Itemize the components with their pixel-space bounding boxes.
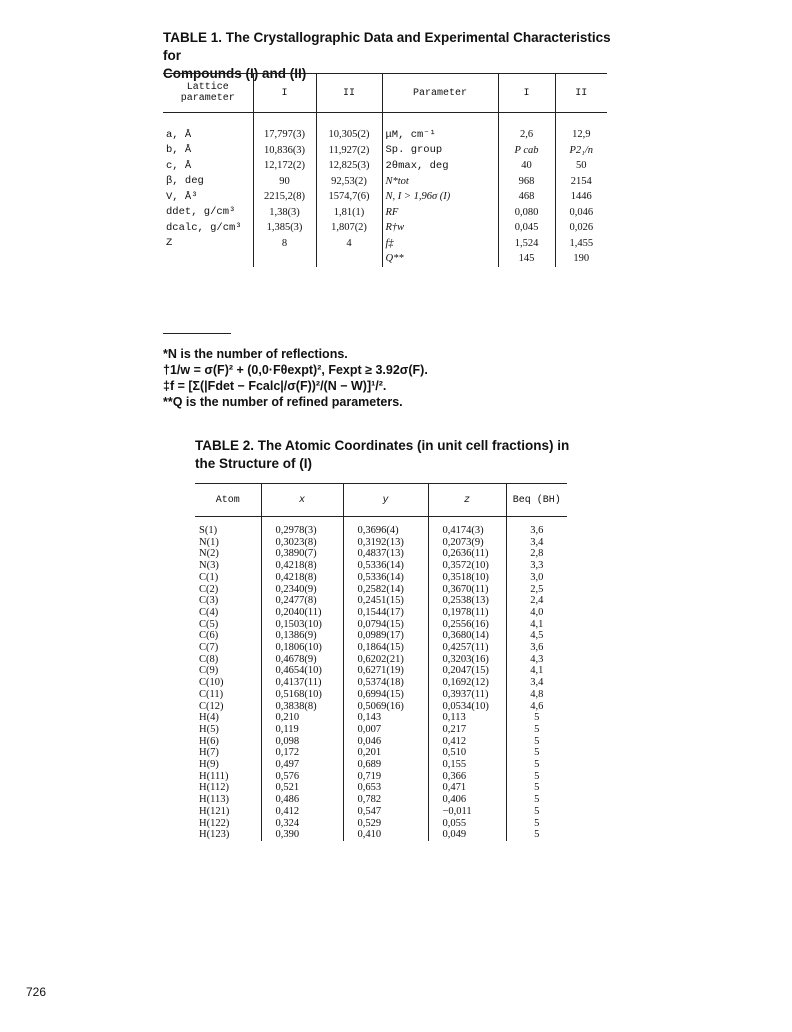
b-eq: 4,0 bbox=[506, 607, 567, 619]
param-value-i: P cab bbox=[498, 143, 555, 159]
table-row bbox=[163, 143, 607, 159]
x-coordinate: 0,4218(8) bbox=[261, 572, 343, 584]
parameter: Sp. group bbox=[382, 143, 498, 159]
z-coordinate: 0,049 bbox=[428, 829, 506, 841]
table2-header-z: z bbox=[428, 484, 506, 517]
table-row bbox=[163, 205, 607, 221]
y-coordinate: 0,689 bbox=[343, 759, 428, 771]
footnote-refined-parameters: **Q is the number of refined parameters. bbox=[163, 395, 403, 409]
param-value-ii: 0,026 bbox=[555, 220, 607, 236]
param-value-i: 2,6 bbox=[498, 127, 555, 143]
atom: C(6) bbox=[199, 630, 219, 642]
table-row bbox=[195, 829, 567, 841]
z-coordinate: 0,2047(15) bbox=[428, 665, 506, 677]
z-coordinate: 0,3203(16) bbox=[428, 654, 506, 666]
b-eq: 4,5 bbox=[506, 630, 567, 642]
param-value-ii: 190 bbox=[555, 251, 607, 267]
x-coordinate: 0,098 bbox=[261, 736, 343, 748]
param-value-i: 0,045 bbox=[498, 220, 555, 236]
table-row bbox=[195, 630, 567, 642]
y-coordinate: 0,6202(21) bbox=[343, 654, 428, 666]
y-coordinate: 0,653 bbox=[343, 782, 428, 794]
table-row bbox=[195, 747, 567, 759]
y-coordinate: 0,3192(13) bbox=[343, 537, 428, 549]
parameter: μM, cm⁻¹ bbox=[382, 127, 498, 143]
lattice-parameter: dcalc, g/cm³ bbox=[166, 221, 242, 234]
table2 bbox=[195, 484, 567, 841]
value-i bbox=[253, 251, 316, 267]
table1-header-i: I bbox=[253, 74, 316, 113]
y-coordinate: 0,143 bbox=[343, 712, 428, 724]
y-coordinate: 0,1544(17) bbox=[343, 607, 428, 619]
z-coordinate: 0,4174(3) bbox=[428, 525, 506, 537]
atom: C(11) bbox=[199, 688, 224, 700]
param-value-i: 968 bbox=[498, 174, 555, 190]
table-row bbox=[195, 560, 567, 572]
z-coordinate: 0,3670(11) bbox=[428, 584, 506, 596]
x-coordinate: 0,3890(7) bbox=[261, 548, 343, 560]
b-eq: 5 bbox=[506, 747, 567, 759]
x-coordinate: 0,497 bbox=[261, 759, 343, 771]
table2-header-beq: Beq (BH) bbox=[506, 484, 567, 517]
y-coordinate: 0,3696(4) bbox=[343, 525, 428, 537]
z-coordinate: 0,217 bbox=[428, 724, 506, 736]
table2-caption bbox=[195, 437, 615, 473]
table-row bbox=[163, 189, 607, 205]
parameter: f‡ bbox=[382, 236, 498, 252]
value-i: 2215,2(8) bbox=[253, 189, 316, 205]
b-eq: 4,3 bbox=[506, 654, 567, 666]
lattice-parameter: c, Å bbox=[166, 159, 192, 172]
z-coordinate: 0,3680(14) bbox=[428, 630, 506, 642]
z-coordinate: 0,2636(11) bbox=[428, 548, 506, 560]
atom: N(2) bbox=[199, 548, 219, 560]
table1-header-i2: I bbox=[498, 74, 555, 113]
value-ii: 1574,7(6) bbox=[316, 189, 382, 205]
table-row bbox=[195, 572, 567, 584]
value-ii bbox=[316, 251, 382, 267]
b-eq: 4,8 bbox=[506, 689, 567, 701]
value-ii: 10,305(2) bbox=[316, 127, 382, 143]
footnote-weight: †1/w = σ(F)² + (0,0·Fθexpt)², Fexpt ≥ 3.92σ(F). bbox=[163, 363, 428, 377]
atom: C(9) bbox=[199, 665, 219, 677]
x-coordinate: 0,1503(10) bbox=[261, 619, 343, 631]
atom: C(2) bbox=[199, 583, 219, 595]
value-i: 1,38(3) bbox=[253, 205, 316, 221]
footnote-goodness-of-fit: ‡f = [Σ(|Fdet − Fcalc|/σ(F))²/(N − W)]¹/². bbox=[163, 379, 387, 393]
x-coordinate: 0,2340(9) bbox=[261, 584, 343, 596]
param-value-ii: 1446 bbox=[555, 189, 607, 205]
x-coordinate: 0,2978(3) bbox=[261, 525, 343, 537]
y-coordinate: 0,2451(15) bbox=[343, 595, 428, 607]
param-value-i: 145 bbox=[498, 251, 555, 267]
table-row bbox=[195, 537, 567, 549]
b-eq: 3,4 bbox=[506, 537, 567, 549]
table-row bbox=[163, 236, 607, 252]
x-coordinate: 0,172 bbox=[261, 747, 343, 759]
lattice-parameter: β, deg bbox=[166, 175, 204, 188]
y-coordinate: 0,719 bbox=[343, 771, 428, 783]
table-row bbox=[163, 158, 607, 174]
value-i: 12,172(2) bbox=[253, 158, 316, 174]
atom: H(9) bbox=[199, 759, 219, 771]
atom: C(8) bbox=[199, 653, 219, 665]
x-coordinate: 0,486 bbox=[261, 794, 343, 806]
b-eq: 4,1 bbox=[506, 619, 567, 631]
table-row bbox=[195, 595, 567, 607]
table2-header-x: x bbox=[261, 484, 343, 517]
x-coordinate: 0,412 bbox=[261, 806, 343, 818]
atom: C(7) bbox=[199, 642, 219, 654]
y-coordinate: 0,5069(16) bbox=[343, 701, 428, 713]
b-eq: 5 bbox=[506, 724, 567, 736]
x-coordinate: 0,210 bbox=[261, 712, 343, 724]
table1-caption-line2: Compounds (I) and (II) bbox=[163, 66, 307, 81]
value-ii: 4 bbox=[316, 236, 382, 252]
x-coordinate: 0,4218(8) bbox=[261, 560, 343, 572]
value-i: 1,385(3) bbox=[253, 220, 316, 236]
atom: H(112) bbox=[199, 782, 229, 794]
param-value-ii: 50 bbox=[555, 158, 607, 174]
x-coordinate: 0,4678(9) bbox=[261, 654, 343, 666]
table2-caption-line1: TABLE 2. The Atomic Coordinates (in unit cell fractions) in bbox=[195, 438, 570, 453]
y-coordinate: 0,0794(15) bbox=[343, 619, 428, 631]
atom: H(4) bbox=[199, 712, 219, 724]
b-eq: 5 bbox=[506, 829, 567, 841]
b-eq: 5 bbox=[506, 782, 567, 794]
table-row bbox=[195, 794, 567, 806]
table-row bbox=[195, 712, 567, 724]
table2-header-row bbox=[195, 484, 567, 517]
atom: H(6) bbox=[199, 735, 219, 747]
lattice-parameter: b, Å bbox=[166, 144, 192, 157]
table-row bbox=[163, 174, 607, 190]
z-coordinate: −0,011 bbox=[428, 806, 506, 818]
x-coordinate: 0,4654(10) bbox=[261, 665, 343, 677]
atom: C(5) bbox=[199, 618, 219, 630]
table-row bbox=[163, 127, 607, 143]
param-value-i: 1,524 bbox=[498, 236, 555, 252]
atom: H(113) bbox=[199, 794, 229, 806]
atom: N(3) bbox=[199, 560, 219, 572]
y-coordinate: 0,4837(13) bbox=[343, 548, 428, 560]
parameter: N, I > 1,96σ (I) bbox=[382, 189, 498, 205]
y-coordinate: 0,782 bbox=[343, 794, 428, 806]
z-coordinate: 0,3518(10) bbox=[428, 572, 506, 584]
table2-header-y: y bbox=[343, 484, 428, 517]
value-ii: 1,81(1) bbox=[316, 205, 382, 221]
table1-header-ii2: II bbox=[555, 74, 607, 113]
table2-caption-line2: the Structure of (I) bbox=[195, 456, 312, 471]
table1-header-parameter: Parameter bbox=[382, 74, 498, 113]
atom: C(12) bbox=[199, 700, 224, 712]
z-coordinate: 0,366 bbox=[428, 771, 506, 783]
param-value-i: 0,080 bbox=[498, 205, 555, 221]
y-coordinate: 0,5336(14) bbox=[343, 560, 428, 572]
value-i: 17,797(3) bbox=[253, 127, 316, 143]
table-row bbox=[163, 251, 607, 267]
param-value-ii: 1,455 bbox=[555, 236, 607, 252]
atom: C(4) bbox=[199, 606, 219, 618]
x-coordinate: 0,4137(11) bbox=[261, 677, 343, 689]
x-coordinate: 0,1806(10) bbox=[261, 642, 343, 654]
b-eq: 4,6 bbox=[506, 701, 567, 713]
table-row bbox=[195, 642, 567, 654]
table2-header-atom: Atom bbox=[195, 484, 261, 517]
b-eq: 5 bbox=[506, 806, 567, 818]
param-value-ii: 2154 bbox=[555, 174, 607, 190]
z-coordinate: 0,510 bbox=[428, 747, 506, 759]
table-row bbox=[195, 806, 567, 818]
parameter: RF bbox=[382, 205, 498, 221]
atom: H(122) bbox=[199, 817, 230, 829]
x-coordinate: 0,119 bbox=[261, 724, 343, 736]
table1-caption-line1: TABLE 1. The Crystallographic Data and Experimental Characteristics for bbox=[163, 30, 611, 63]
y-coordinate: 0,201 bbox=[343, 747, 428, 759]
x-coordinate: 0,576 bbox=[261, 771, 343, 783]
value-i: 10,836(3) bbox=[253, 143, 316, 159]
x-coordinate: 0,5168(10) bbox=[261, 689, 343, 701]
lattice-parameter: Z bbox=[166, 237, 173, 250]
b-eq: 3,6 bbox=[506, 525, 567, 537]
param-value-i: 40 bbox=[498, 158, 555, 174]
table-row bbox=[195, 654, 567, 666]
b-eq: 3,0 bbox=[506, 572, 567, 584]
z-coordinate: 0,055 bbox=[428, 818, 506, 830]
param-value-i: 468 bbox=[498, 189, 555, 205]
x-coordinate: 0,1386(9) bbox=[261, 630, 343, 642]
value-ii: 92,53(2) bbox=[316, 174, 382, 190]
table1-header-row bbox=[163, 74, 607, 113]
z-coordinate: 0,2073(9) bbox=[428, 537, 506, 549]
y-coordinate: 0,5374(18) bbox=[343, 677, 428, 689]
table-row bbox=[195, 689, 567, 701]
table-row bbox=[195, 759, 567, 771]
table-row bbox=[163, 220, 607, 236]
value-ii: 1,807(2) bbox=[316, 220, 382, 236]
z-coordinate: 0,3937(11) bbox=[428, 689, 506, 701]
value-i: 90 bbox=[253, 174, 316, 190]
z-coordinate: 0,4257(11) bbox=[428, 642, 506, 654]
z-coordinate: 0,412 bbox=[428, 736, 506, 748]
atom: S(1) bbox=[199, 525, 218, 536]
atom: C(1) bbox=[199, 571, 219, 583]
b-eq: 5 bbox=[506, 736, 567, 748]
y-coordinate: 0,6994(15) bbox=[343, 689, 428, 701]
lattice-parameter: a, Å bbox=[166, 128, 192, 141]
x-coordinate: 0,2477(8) bbox=[261, 595, 343, 607]
table-row bbox=[195, 771, 567, 783]
param-value-ii: 12,9 bbox=[555, 127, 607, 143]
x-coordinate: 0,324 bbox=[261, 818, 343, 830]
value-i: 8 bbox=[253, 236, 316, 252]
x-coordinate: 0,2040(11) bbox=[261, 607, 343, 619]
y-coordinate: 0,007 bbox=[343, 724, 428, 736]
table1-header-lattice: Lattice parameter bbox=[163, 74, 253, 113]
atom: N(1) bbox=[199, 536, 219, 548]
b-eq: 2,4 bbox=[506, 595, 567, 607]
table1-footnotes bbox=[163, 346, 633, 410]
y-coordinate: 0,046 bbox=[343, 736, 428, 748]
footnote-separator bbox=[163, 333, 231, 334]
y-coordinate: 0,1864(15) bbox=[343, 642, 428, 654]
atom: H(5) bbox=[199, 723, 219, 735]
y-coordinate: 0,0989(17) bbox=[343, 630, 428, 642]
b-eq: 4,1 bbox=[506, 665, 567, 677]
b-eq: 2,5 bbox=[506, 584, 567, 596]
table-row bbox=[195, 701, 567, 713]
page-number: 726 bbox=[26, 985, 47, 999]
table-row bbox=[195, 724, 567, 736]
table-row bbox=[195, 548, 567, 560]
param-value-ii: 0,046 bbox=[555, 205, 607, 221]
z-coordinate: 0,0534(10) bbox=[428, 701, 506, 713]
x-coordinate: 0,390 bbox=[261, 829, 343, 841]
atom: H(123) bbox=[199, 829, 230, 841]
parameter: R†w bbox=[382, 220, 498, 236]
atom: H(111) bbox=[199, 770, 229, 782]
z-coordinate: 0,2556(16) bbox=[428, 619, 506, 631]
b-eq: 5 bbox=[506, 759, 567, 771]
table-row bbox=[195, 677, 567, 689]
x-coordinate: 0,3838(8) bbox=[261, 701, 343, 713]
value-ii: 11,927(2) bbox=[316, 143, 382, 159]
b-eq: 5 bbox=[506, 771, 567, 783]
parameter: 2θmax, deg bbox=[382, 158, 498, 174]
table-row bbox=[195, 736, 567, 748]
table-row bbox=[195, 607, 567, 619]
y-coordinate: 0,529 bbox=[343, 818, 428, 830]
b-eq: 3,4 bbox=[506, 677, 567, 689]
param-value-ii: P2₁/n bbox=[555, 143, 607, 159]
b-eq: 5 bbox=[506, 794, 567, 806]
table-row bbox=[195, 525, 567, 537]
y-coordinate: 0,6271(19) bbox=[343, 665, 428, 677]
y-coordinate: 0,5336(14) bbox=[343, 572, 428, 584]
z-coordinate: 0,155 bbox=[428, 759, 506, 771]
table-row bbox=[195, 818, 567, 830]
atom: H(121) bbox=[199, 805, 230, 817]
table1-header-ii: II bbox=[316, 74, 382, 113]
b-eq: 5 bbox=[506, 712, 567, 724]
z-coordinate: 0,471 bbox=[428, 782, 506, 794]
table-row bbox=[195, 782, 567, 794]
z-coordinate: 0,1692(12) bbox=[428, 677, 506, 689]
table-row bbox=[195, 619, 567, 631]
atom: C(10) bbox=[199, 677, 224, 689]
atom: H(7) bbox=[199, 747, 219, 759]
y-coordinate: 0,2582(14) bbox=[343, 584, 428, 596]
parameter: Q** bbox=[382, 251, 498, 267]
b-eq: 5 bbox=[506, 818, 567, 830]
y-coordinate: 0,410 bbox=[343, 829, 428, 841]
lattice-parameter bbox=[163, 251, 253, 267]
x-coordinate: 0,521 bbox=[261, 782, 343, 794]
lattice-parameter: V, Å³ bbox=[166, 190, 198, 203]
value-ii: 12,825(3) bbox=[316, 158, 382, 174]
x-coordinate: 0,3023(8) bbox=[261, 537, 343, 549]
parameter: N*tot bbox=[382, 174, 498, 190]
table-row bbox=[195, 665, 567, 677]
footnote-reflections: *N is the number of reflections. bbox=[163, 347, 348, 361]
table1 bbox=[163, 74, 607, 267]
z-coordinate: 0,1978(11) bbox=[428, 607, 506, 619]
z-coordinate: 0,406 bbox=[428, 794, 506, 806]
lattice-parameter: ddet, g/cm³ bbox=[166, 206, 236, 219]
b-eq: 3,3 bbox=[506, 560, 567, 572]
z-coordinate: 0,3572(10) bbox=[428, 560, 506, 572]
z-coordinate: 0,2538(13) bbox=[428, 595, 506, 607]
atom: C(3) bbox=[199, 595, 219, 607]
y-coordinate: 0,547 bbox=[343, 806, 428, 818]
b-eq: 3,6 bbox=[506, 642, 567, 654]
z-coordinate: 0,113 bbox=[428, 712, 506, 724]
table-row bbox=[195, 584, 567, 596]
b-eq: 2,8 bbox=[506, 548, 567, 560]
